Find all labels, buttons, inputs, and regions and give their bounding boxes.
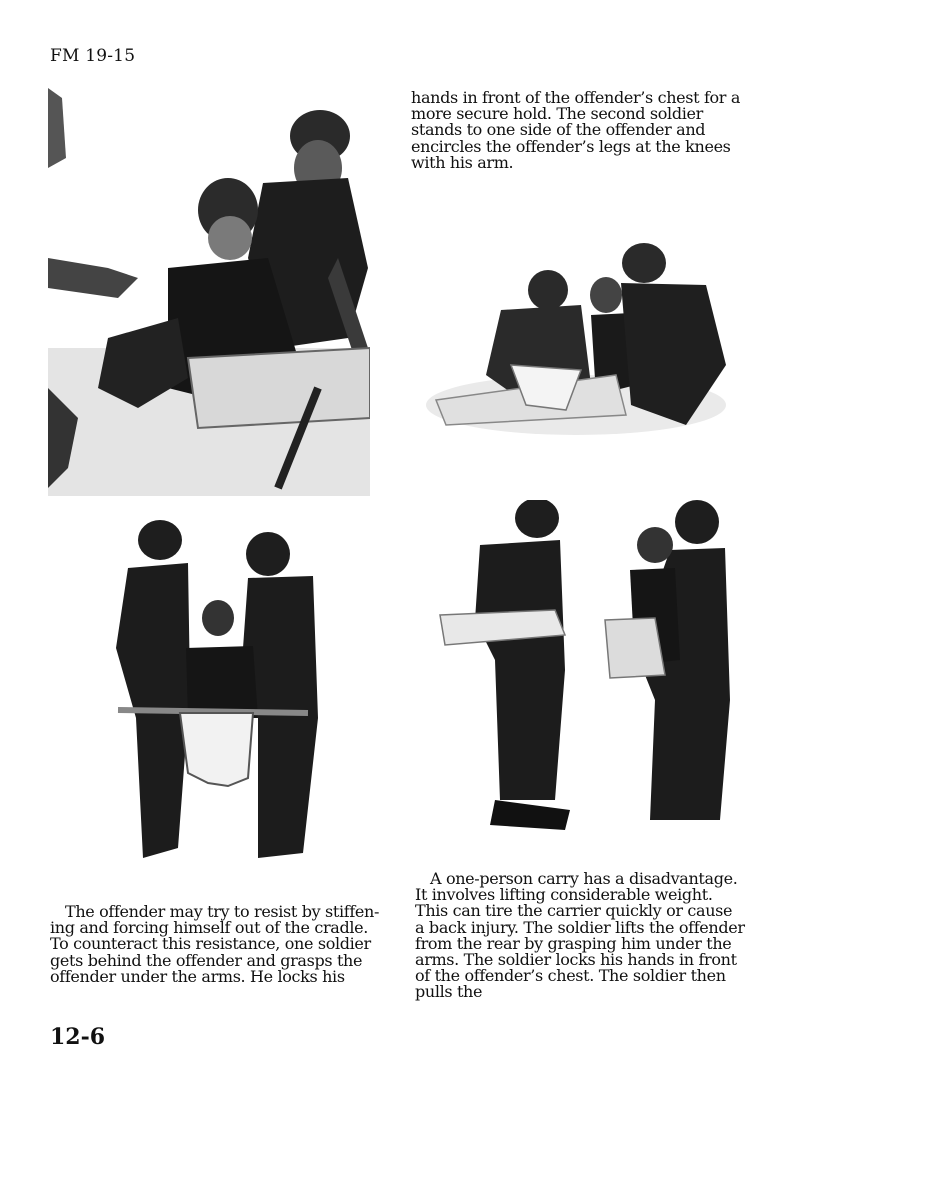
photo-seated-lift: [416, 235, 736, 440]
page-number: 12-6: [50, 1024, 106, 1050]
paragraph-bottom-right: A one-person carry has a disadvantage. It involves lifting considerable weight. This can tire the carrier quickly or cause a back injury. The soldier lifts the offender from the rear by grasping him under the arms. The soldier locks his hands in front of the offender’s chest. The soldier then pulls the: [415, 869, 745, 1002]
paragraph-bottom-left: The offender may try to resist by stiffen-ing and forcing himself out of the cradle. To counteract this resistance, one soldier gets behind the offender and grasps the offender under the arms. He locks his: [50, 902, 380, 986]
photo-litter-placement: [48, 88, 370, 496]
paragraph-top-right: hands in front of the offender’s chest for a more secure hold. The second soldier stands to one side of the offender and encircles the offender’s legs at the knees with his arm.: [411, 88, 741, 172]
photo-arms-and-legs-carry: [435, 500, 735, 840]
page-header: FM 19-15: [50, 46, 136, 66]
photo-cradle-carry: [108, 518, 323, 868]
